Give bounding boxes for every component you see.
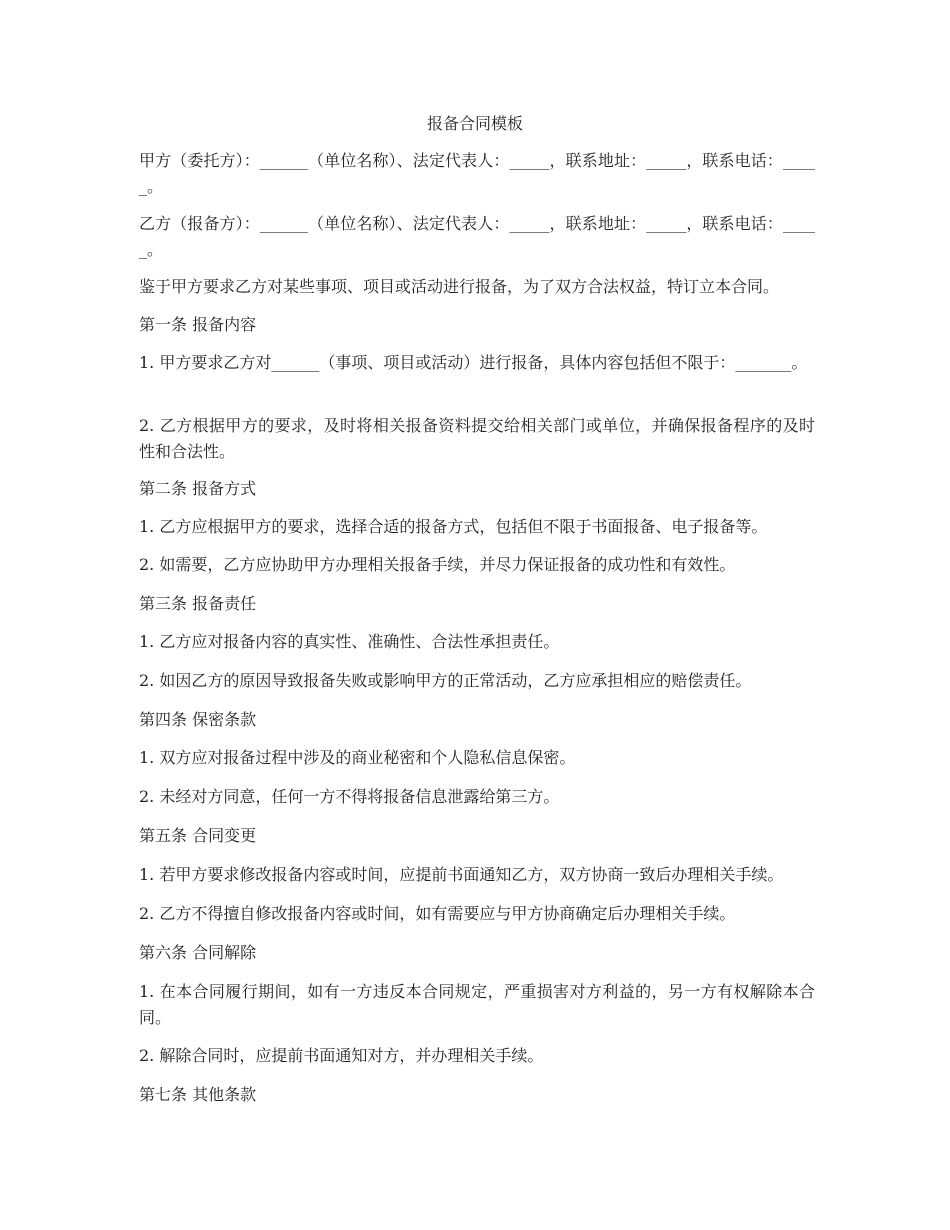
article-2-heading: 第二条 报备方式 — [139, 479, 257, 498]
article-7-heading: 第七条 其他条款 — [139, 1085, 257, 1104]
article-3-clause-1: 1. 乙方应对报备内容的真实性、准确性、合法性承担责任。 — [139, 632, 560, 651]
article-2-clause-1: 1. 乙方应根据甲方的要求，选择合适的报备方式，包括但不限于书面报备、电子报备等。 — [139, 517, 768, 536]
party-b-info: 乙方（报备方）：______（单位名称）、法定代表人：_____，联系地址：_____，联系电话：_____。 — [139, 214, 815, 259]
article-1-clause-1: 1. 甲方要求乙方对______（事项、项目或活动）进行报备，具体内容包括但不限于：_______。 — [139, 353, 808, 372]
article-6-clause-1: 1. 在本合同履行期间，如有一方违反本合同规定，严重损害对方利益的，另一方有权解除本合同。 — [139, 982, 815, 1027]
article-4-clause-1: 1. 双方应对报备过程中涉及的商业秘密和个人隐私信息保密。 — [139, 748, 576, 767]
article-2-clause-2: 2. 如需要，乙方应协助甲方办理相关报备手续，并尽力保证报备的成功性和有效性。 — [139, 555, 736, 574]
document-title: 报备合同模板 — [426, 114, 523, 133]
party-a-info: 甲方（委托方）：______（单位名称）、法定代表人：_____，联系地址：_____，联系电话：_____。 — [139, 151, 815, 196]
article-1-heading: 第一条 报备内容 — [139, 315, 257, 334]
article-5-clause-1: 1. 若甲方要求修改报备内容或时间，应提前书面通知乙方，双方协商一致后办理相关手续。 — [139, 865, 784, 884]
article-5-heading: 第五条 合同变更 — [139, 826, 257, 845]
article-6-clause-2: 2. 解除合同时，应提前书面通知对方，并办理相关手续。 — [139, 1046, 544, 1065]
article-4-clause-2: 2. 未经对方同意，任何一方不得将报备信息泄露给第三方。 — [139, 787, 560, 806]
article-6-heading: 第六条 合同解除 — [139, 943, 257, 962]
article-5-clause-2: 2. 乙方不得擅自修改报备内容或时间，如有需要应与甲方协商确定后办理相关手续。 — [139, 904, 736, 923]
article-4-heading: 第四条 保密条款 — [139, 710, 257, 729]
article-1-clause-2: 2. 乙方根据甲方的要求，及时将相关报备资料提交给相关部门或单位，并确保报备程序的及时性和合法性。 — [139, 416, 815, 461]
article-3-heading: 第三条 报备责任 — [139, 594, 257, 613]
article-3-clause-2: 2. 如因乙方的原因导致报备失败或影响甲方的正常活动，乙方应承担相应的赔偿责任。 — [139, 671, 752, 690]
preamble: 鉴于甲方要求乙方对某些事项、项目或活动进行报备，为了双方合法权益，特订立本合同。 — [139, 277, 780, 296]
